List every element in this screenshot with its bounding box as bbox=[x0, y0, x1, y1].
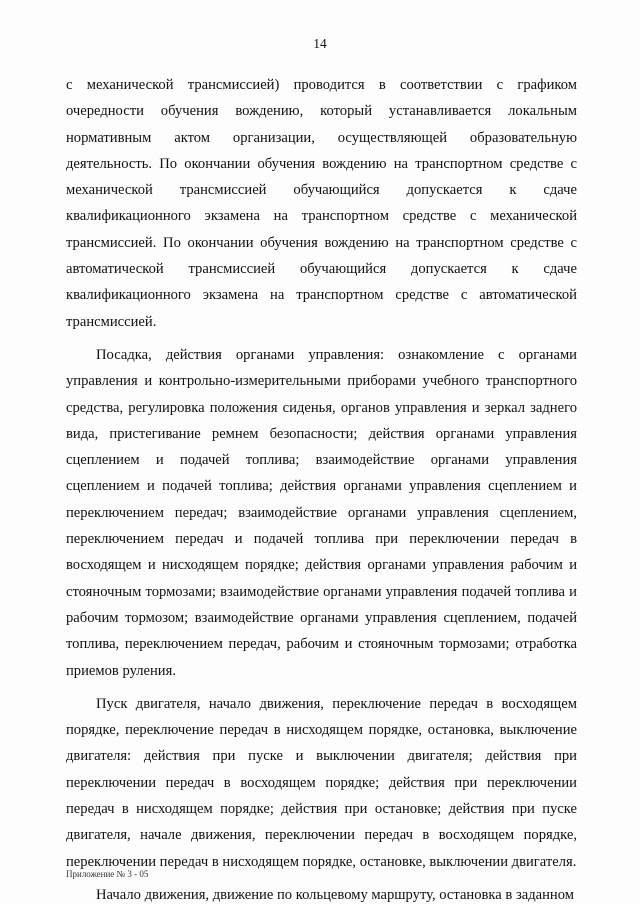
paragraph-circular-route: Начало движения, движение по кольцевому маршруту, остановка в заданном bbox=[96, 886, 574, 903]
page-number: 14 bbox=[313, 36, 327, 51]
paragraph-seating-controls: Посадка, действия органами управления: ознакомление с органами управления и контрольно-измерительными приборами учебного транспортного средства, регулировка положения сиденья, органов управления и зеркал заднего вида, пристегивание ремнем безопасности; действия органами управления сцеплением и подачей топлива; взаимодействие органами управления сцеплением и подачей топлива; действия органами управления сцеплением и переключением передач; взаимодействие органами управления сцеплением, переключением передач и подачей топлива при переключении передач в восходящем и нисходящем порядке; действия органами управления рабочим и стояночным тормозами; взаимодействие органами управления подачей топлива и рабочим тормозом; взаимодействие органами управления сцеплением, подачей топлива, переключением передач, рабочим и стояночным тормозами; отработка приемов руления. bbox=[66, 346, 577, 679]
paragraph-continuation: с механической трансмиссией) проводится в соответствии с графиком очередности обучения вождению, который устанавливается локальным нормативным актом организации, осуществляющей образовательную деятельность. По окончании обучения вождению на транспортном средстве с механической трансмиссией обучающийся допускается к сдаче квалификационного экзамена на транспортном средстве с механической трансмиссией. По окончании обучения вождению на транспортном средстве с автоматической трансмиссией обучающийся допускается к сдаче квалификационного экзамена на транспортном средстве с автоматической трансмиссией. bbox=[66, 77, 577, 330]
document-body bbox=[66, 72, 577, 908]
page-footer: Приложение № 3 - 05 bbox=[66, 869, 149, 879]
paragraph-engine-start: Пуск двигателя, начало движения, переключение передач в восходящем порядке, переключение передач в нисходящем порядке, остановка, выключение двигателя: действия при пуске и выключении двигателя; действия при переключении передач в восходящем порядке; действия при переключении передач в нисходящем порядке; действия при остановке; действия при пуске двигателя, начале движения, переключении передач в восходящем порядке, переключении передач в нисходящем порядке, остановке, выключении двигателя. bbox=[66, 695, 577, 870]
